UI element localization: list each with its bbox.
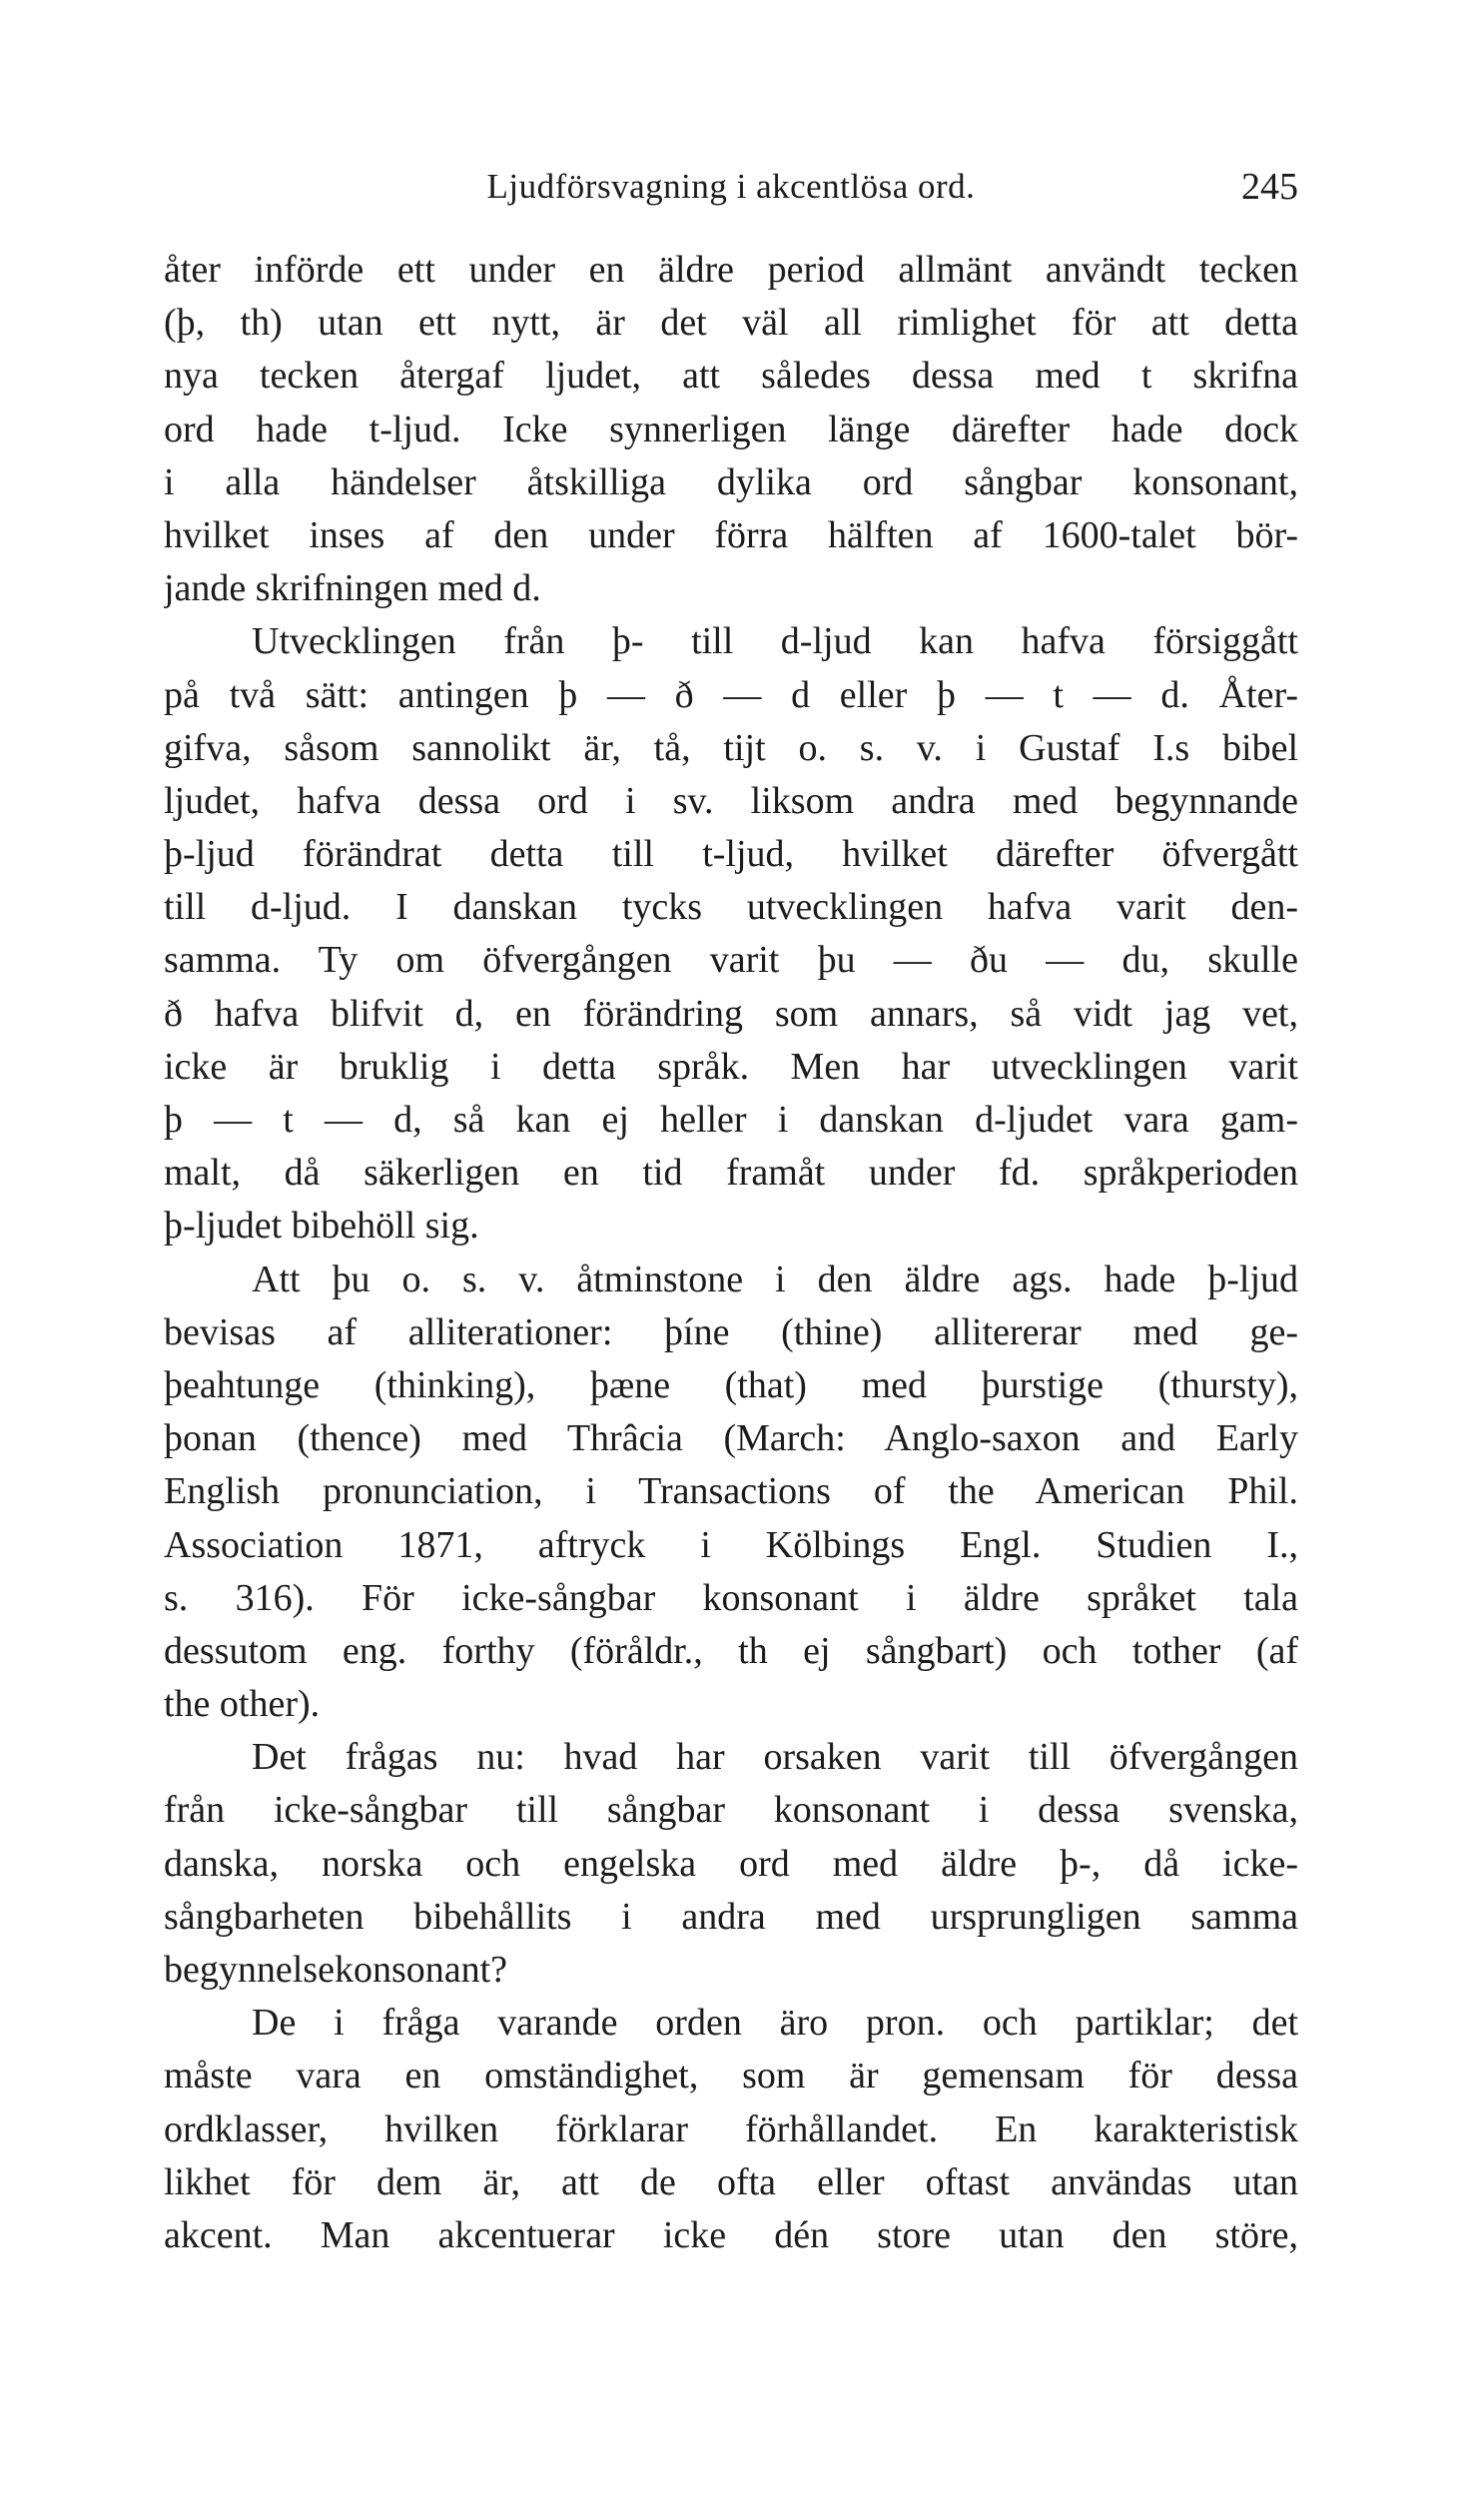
text-line: þeahtunge (thinking), þæne (that) med þurstige (thursty), bbox=[164, 1363, 1298, 1406]
text-line: måste vara en omständighet, som är gemensam för dessa bbox=[164, 2055, 1298, 2097]
running-head bbox=[164, 162, 1298, 212]
text-line: nya tecken återgaf ljudet, att således dessa med t skrifna bbox=[164, 355, 1298, 398]
text-line: Association 1871, aftryck i Kölbings Engl. Studien I., bbox=[164, 1523, 1298, 1566]
text-line: ljudet, hafva dessa ord i sv. liksom andra med begynnande bbox=[164, 779, 1298, 822]
text-line: hvilket inses af den under förra hälften af 1600-talet bör- bbox=[164, 513, 1298, 556]
text-line: bevisas af alliterationer: þíne (thine) allitererar med ge- bbox=[164, 1310, 1298, 1353]
text-line: akcent. Man akcentuerar icke dén store utan den störe, bbox=[164, 2213, 1298, 2256]
text-line: samma. Ty om öfvergången varit þu — ðu — du, skulle bbox=[164, 939, 1298, 982]
text-line: De i fråga varande orden äro pron. och partiklar; det bbox=[252, 2002, 1298, 2045]
text-line: Att þu o. s. v. åtminstone i den äldre ags. hade þ-ljud bbox=[252, 1257, 1298, 1300]
text-line: ord hade t-ljud. Icke synnerligen länge därefter hade dock bbox=[164, 408, 1298, 450]
text-line: sångbarheten bibehållits i andra med ursprungligen samma bbox=[164, 1895, 1298, 1938]
text-line: þ — t — d, så kan ej heller i danskan d-ljudet vara gam- bbox=[164, 1099, 1298, 1141]
text-line: i alla händelser åtskilliga dylika ord sångbar konsonant, bbox=[164, 460, 1298, 503]
text-line: gifva, såsom sannolikt är, tå, tijt o. s. v. i Gustaf I.s bibel bbox=[164, 726, 1298, 769]
text-line: danska, norska och engelska ord med äldre þ-, då icke- bbox=[164, 1842, 1298, 1885]
text-line: Det frågas nu: hvad har orsaken varit till öfvergången bbox=[252, 1736, 1298, 1779]
text-line: English pronunciation, i Transactions of the American Phil. bbox=[164, 1470, 1298, 1513]
text-line: ordklasser, hvilken förklarar förhållandet. En karakteristisk bbox=[164, 2107, 1298, 2150]
text-line: s. 316). För icke-sångbar konsonant i äldre språket tala bbox=[164, 1576, 1298, 1619]
text-line: þ-ljud förändrat detta till t-ljud, hvilket därefter öfvergått bbox=[164, 833, 1298, 876]
text-line: jande skrifningen med d. bbox=[164, 567, 541, 610]
text-line: icke är bruklig i detta språk. Men har utvecklingen varit bbox=[164, 1045, 1298, 1088]
text-line: åter införde ett under en äldre period allmänt användt tecken bbox=[164, 249, 1298, 291]
text-line: likhet för dem är, att de ofta eller oftast användas utan bbox=[164, 2160, 1298, 2203]
text-line: malt, då säkerligen en tid framåt under fd. språkperioden bbox=[164, 1152, 1298, 1195]
body-text bbox=[164, 244, 1298, 2262]
text-line: till d-ljud. I danskan tycks utvecklingen hafva varit den- bbox=[164, 886, 1298, 929]
text-line: þ-ljudet bibehöll sig. bbox=[164, 1205, 479, 1248]
text-line: från icke-sångbar till sångbar konsonant i dessa svenska, bbox=[164, 1789, 1298, 1832]
text-line: ð hafva blifvit d, en förändring som annars, så vidt jag vet, bbox=[164, 992, 1298, 1035]
text-line: (þ, th) utan ett nytt, är det väl all rimlighet för att detta bbox=[164, 302, 1298, 345]
text-line: begynnelsekonsonant? bbox=[164, 1949, 508, 1991]
running-title: Ljudförsvagning i akcentlösa ord. bbox=[486, 167, 976, 206]
text-line: Utvecklingen från þ- till d-ljud kan hafva försiggått bbox=[252, 620, 1298, 663]
text-line: the other). bbox=[164, 1683, 321, 1726]
page-number: 245 bbox=[1241, 166, 1298, 208]
text-line: på två sätt: antingen þ — ð — d eller þ — t — d. Åter- bbox=[164, 673, 1298, 716]
text-line: þonan (thence) med Thrâcia (March: Anglo-saxon and Early bbox=[164, 1417, 1298, 1460]
text-line: dessutom eng. forthy (föråldr., th ej sångbart) och tother (af bbox=[164, 1629, 1298, 1672]
